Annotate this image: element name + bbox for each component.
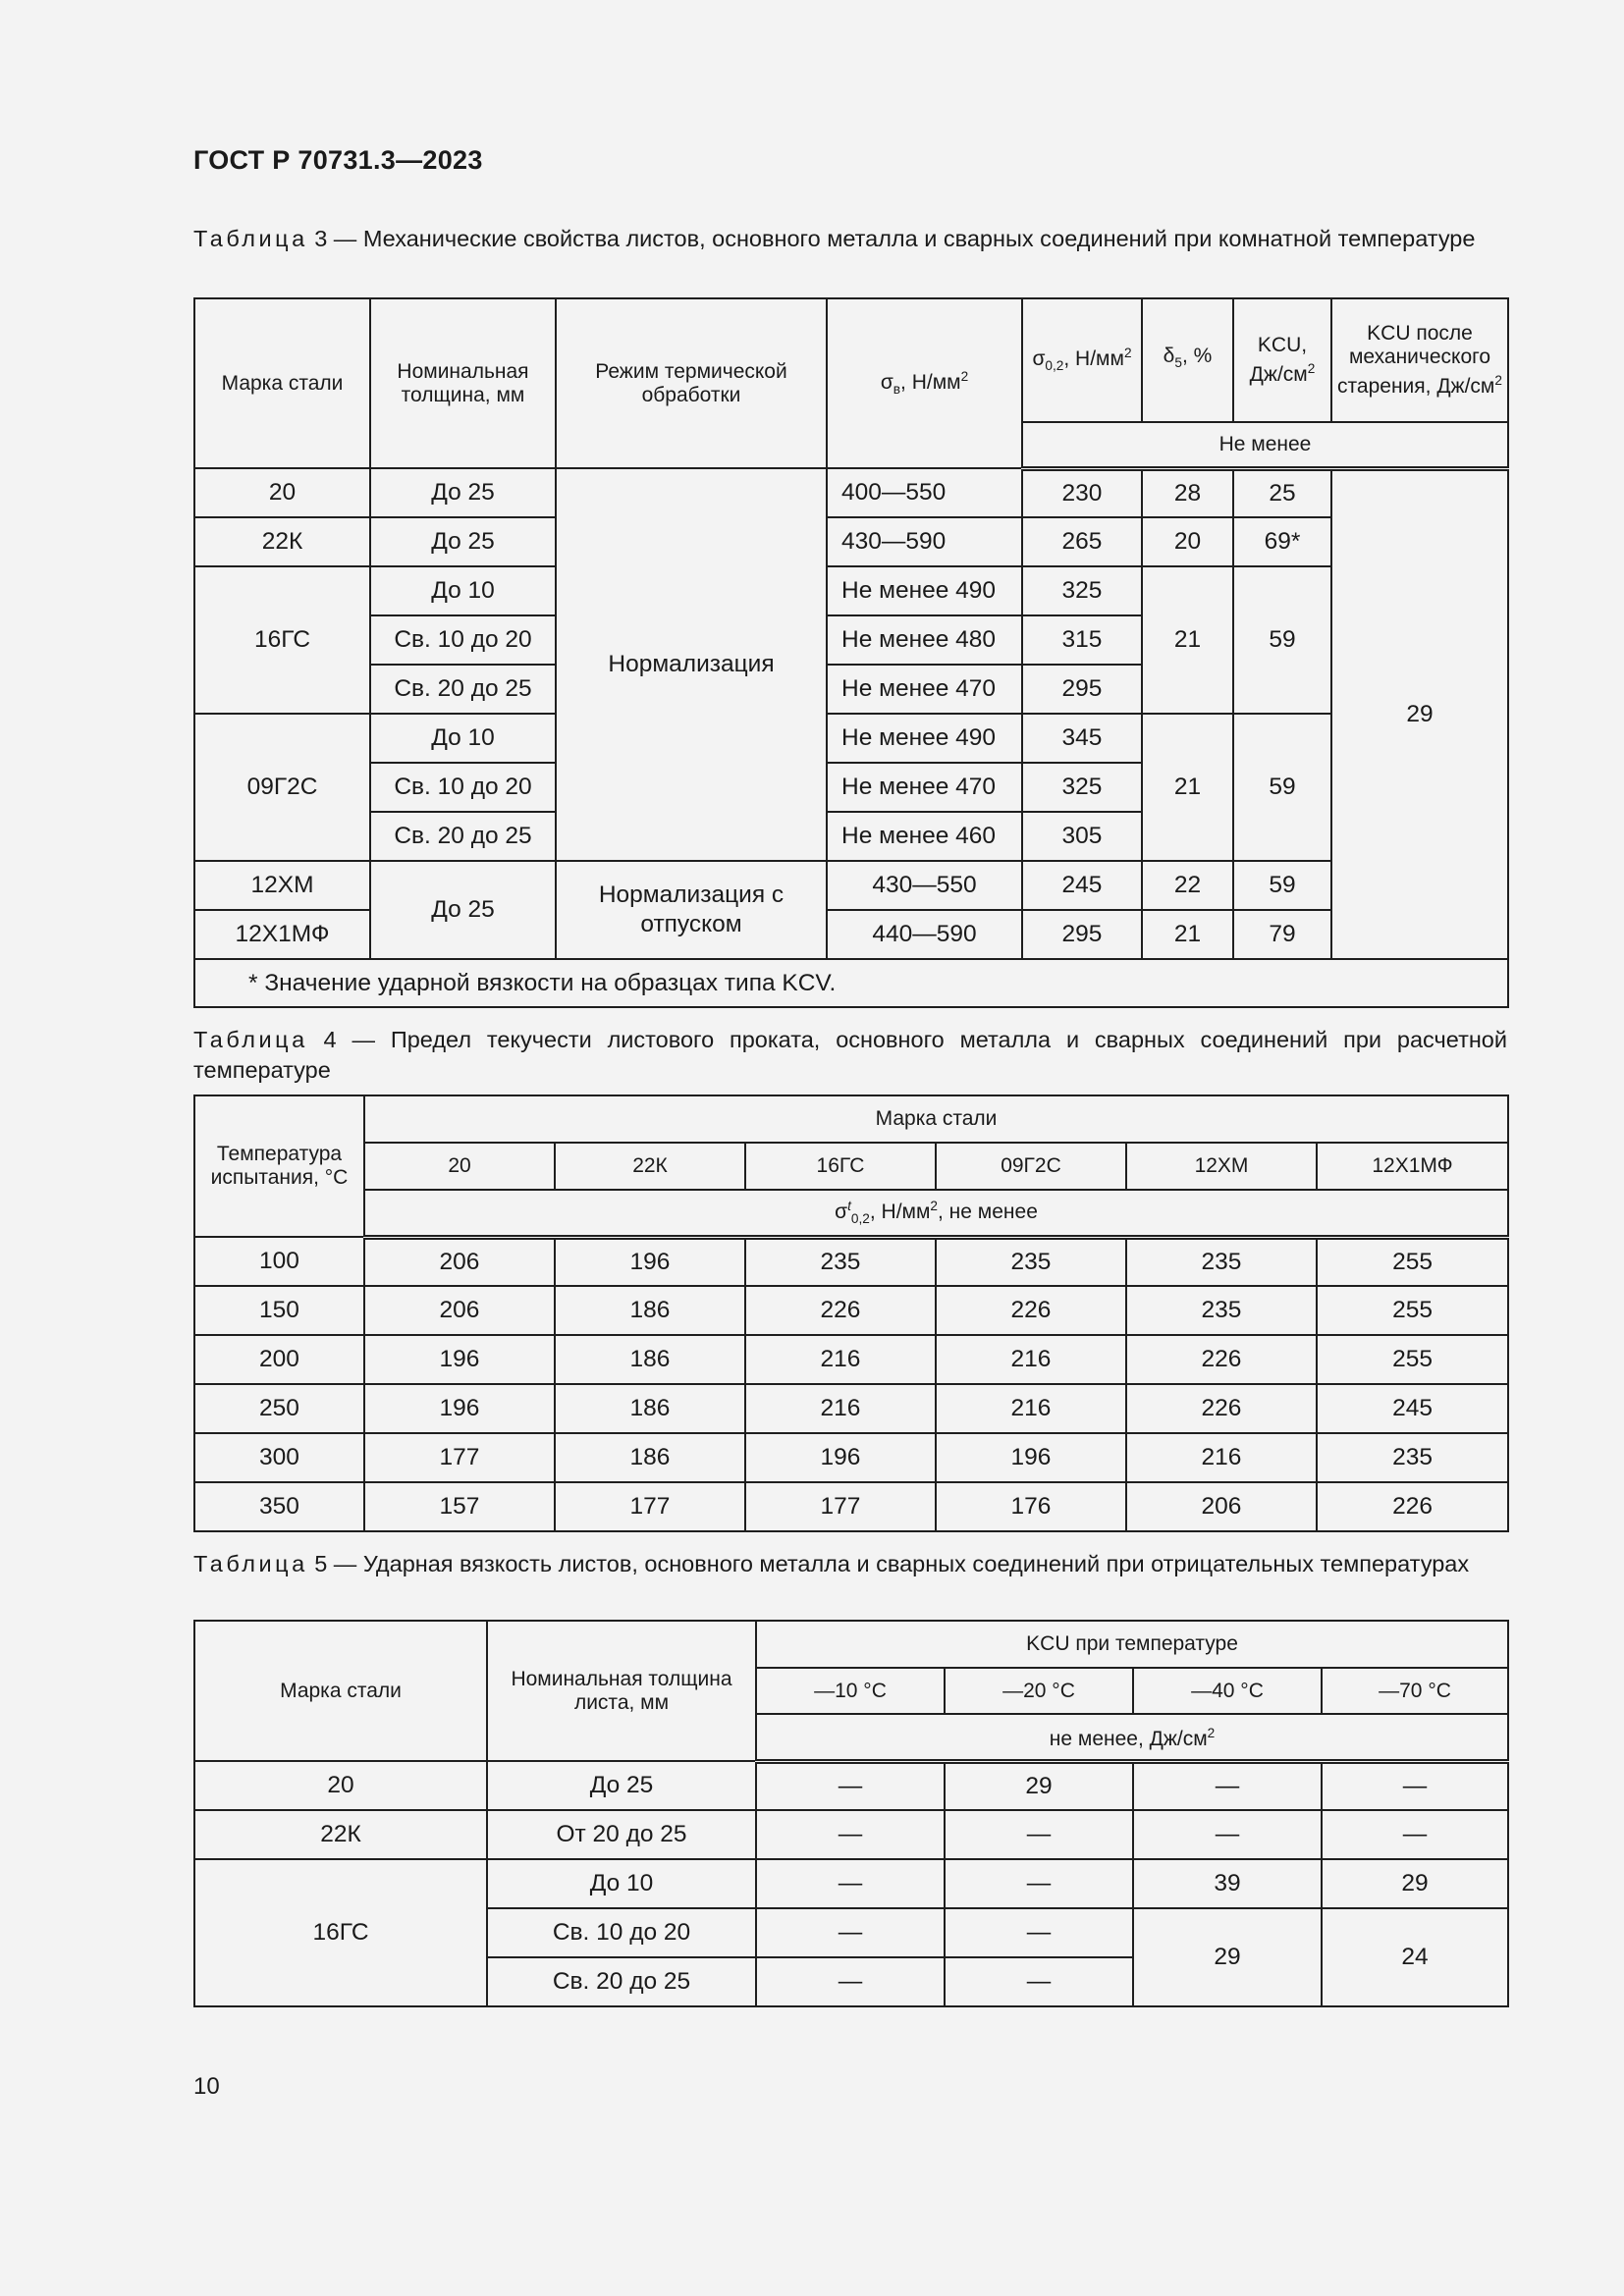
cell: Не менее 470: [827, 763, 1022, 812]
cell: 235: [745, 1237, 936, 1286]
cell: 216: [745, 1335, 936, 1384]
cell: 21: [1142, 714, 1233, 861]
cell: —: [945, 1859, 1133, 1908]
t3-header-kcu: KCU, $Дж/см^2$: [1233, 298, 1331, 422]
cell: 315: [1022, 615, 1142, 665]
cell: —: [945, 1810, 1133, 1859]
table-row: [194, 1810, 1508, 1859]
cell: 186: [555, 1384, 745, 1433]
cell: 235: [1126, 1237, 1317, 1286]
cell: 177: [364, 1433, 555, 1482]
cell: —: [756, 1908, 945, 1957]
cell: 226: [936, 1286, 1126, 1335]
cell: 250: [194, 1384, 364, 1433]
table-footnote-row: [194, 959, 1508, 1007]
cell: Не менее 480: [827, 615, 1022, 665]
t4-header-steel: Марка стали: [364, 1095, 1508, 1143]
cell: 69*: [1233, 517, 1331, 566]
cell: Св. 20 до 25: [487, 1957, 756, 2006]
t5-header-temp-70: —70 °С: [1322, 1668, 1508, 1714]
cell: 186: [555, 1286, 745, 1335]
cell: 345: [1022, 714, 1142, 763]
table-row: [194, 468, 1508, 517]
cell: Св. 10 до 20: [487, 1908, 756, 1957]
table5: [193, 1620, 1509, 2007]
table4: [193, 1095, 1509, 1532]
cell: 255: [1317, 1286, 1508, 1335]
cell: 255: [1317, 1335, 1508, 1384]
cell: 20: [194, 1761, 487, 1810]
cell: —: [1133, 1761, 1322, 1810]
cell: 325: [1022, 763, 1142, 812]
cell: 22: [1142, 861, 1233, 910]
table5-caption: [193, 1549, 1507, 1579]
cell: —: [756, 1810, 945, 1859]
cell: 21: [1142, 566, 1233, 714]
table-row: [194, 1761, 1508, 1810]
cell: 196: [555, 1237, 745, 1286]
cell: От 20 до 25: [487, 1810, 756, 1859]
table-row: [194, 714, 1508, 763]
cell: 59: [1233, 861, 1331, 910]
cell: 196: [364, 1384, 555, 1433]
cell: 39: [1133, 1859, 1322, 1908]
t3-header-sigma-b: $\sigma_в$, $Н/мм^2$: [827, 298, 1022, 468]
cell: 295: [1022, 910, 1142, 959]
t3-mode-normalization-temper: Нормализация с отпуском: [556, 861, 827, 959]
cell: 12ХМ: [194, 861, 370, 910]
cell: 206: [364, 1237, 555, 1286]
cell: 29: [1133, 1908, 1322, 2006]
cell: —: [945, 1957, 1133, 2006]
t4-header-temp: Температура испытания, °С: [194, 1095, 364, 1237]
cell: 16ГС: [194, 1859, 487, 2006]
table-row: [194, 1237, 1508, 1286]
t5-header-temp-40: —40 °С: [1133, 1668, 1322, 1714]
t3-header-kcu-aged: KCU после механического старения, $Дж/см^2$: [1331, 298, 1508, 422]
cell: Не менее 470: [827, 665, 1022, 714]
table3: [193, 297, 1509, 1008]
table3-caption-text: 3 — Механические свойства листов, основного металла и сварных соединений при комнатной температуре: [314, 226, 1476, 251]
table-row: [194, 861, 1508, 910]
t3-header-mode: Режим термической обработки: [556, 298, 827, 468]
cell: —: [945, 1908, 1133, 1957]
t5-header-temp-10: —10 °С: [756, 1668, 945, 1714]
cell: Не менее 460: [827, 812, 1022, 861]
cell: 196: [936, 1433, 1126, 1482]
table-row: [194, 1433, 1508, 1482]
t5-header-thickness: Номинальная толщина листа, мм: [487, 1621, 756, 1761]
t5-header-kcu: KCU при температуре: [756, 1621, 1508, 1668]
cell: 09Г2С: [194, 714, 370, 861]
table-row: [194, 1482, 1508, 1531]
t3-footnote: * Значение ударной вязкости на образцах типа KCV.: [194, 959, 1508, 1007]
table-row: [194, 1384, 1508, 1433]
cell: Св. 10 до 20: [370, 763, 556, 812]
cell: 235: [936, 1237, 1126, 1286]
cell: 16ГС: [194, 566, 370, 714]
cell: 22К: [194, 517, 370, 566]
cell: —: [756, 1957, 945, 2006]
cell: 325: [1022, 566, 1142, 615]
cell: 350: [194, 1482, 364, 1531]
cell: —: [756, 1761, 945, 1810]
t3-header-steel: Марка стали: [194, 298, 370, 468]
cell: 226: [745, 1286, 936, 1335]
cell: До 25: [370, 861, 556, 959]
t5-header-unit: не менее, $Дж/см^2$: [756, 1714, 1508, 1761]
cell: 216: [1126, 1433, 1317, 1482]
cell: До 10: [487, 1859, 756, 1908]
cell: До 10: [370, 714, 556, 763]
table-row: [194, 566, 1508, 615]
table3-caption: [193, 224, 1507, 254]
cell: 216: [936, 1335, 1126, 1384]
cell: 295: [1022, 665, 1142, 714]
table-row: [194, 1286, 1508, 1335]
t4-header-steel-16gs: 16ГС: [745, 1143, 936, 1190]
t3-header-min: Не менее: [1022, 422, 1508, 468]
t3-header-thickness: Номинальная толщина, мм: [370, 298, 556, 468]
table-row: [194, 517, 1508, 566]
cell: 59: [1233, 566, 1331, 714]
table4-caption-text: 4 — Предел текучести листового проката, основного металла и сварных соединений при расчетной температуре: [193, 1027, 1508, 1083]
t3-header-sigma02: $\sigma_{0,2}$, $Н/мм^2$: [1022, 298, 1142, 422]
cell: —: [756, 1859, 945, 1908]
cell: 59: [1233, 714, 1331, 861]
cell: 157: [364, 1482, 555, 1531]
table5-caption-text: 5 — Ударная вязкость листов, основного металла и сварных соединений при отрицательных температурах: [314, 1551, 1470, 1576]
t4-header-unit: $\sigma^t_{0,2}$, $Н/мм^2$, не менее: [364, 1190, 1508, 1237]
cell: —: [1322, 1761, 1508, 1810]
cell: 100: [194, 1237, 364, 1286]
cell: До 10: [370, 566, 556, 615]
cell: 265: [1022, 517, 1142, 566]
cell: Св. 10 до 20: [370, 615, 556, 665]
t4-header-steel-20: 20: [364, 1143, 555, 1190]
cell: Не менее 490: [827, 714, 1022, 763]
cell: 177: [555, 1482, 745, 1531]
table3-caption-label: Таблица: [193, 226, 308, 251]
cell: 29: [1322, 1859, 1508, 1908]
table5-caption-label: Таблица: [193, 1551, 308, 1576]
page-number: 10: [193, 2073, 220, 2100]
cell: 200: [194, 1335, 364, 1384]
cell: До 25: [370, 517, 556, 566]
t4-header-steel-12hm: 12ХМ: [1126, 1143, 1317, 1190]
cell: 235: [1317, 1433, 1508, 1482]
table4-caption-label: Таблица: [193, 1027, 308, 1052]
cell: 150: [194, 1286, 364, 1335]
cell: 206: [1126, 1482, 1317, 1531]
cell: 186: [555, 1433, 745, 1482]
cell: 226: [1126, 1335, 1317, 1384]
cell: 206: [364, 1286, 555, 1335]
cell: 440—590: [827, 910, 1022, 959]
cell: 176: [936, 1482, 1126, 1531]
cell: 20: [194, 468, 370, 517]
cell: 22К: [194, 1810, 487, 1859]
cell: 216: [745, 1384, 936, 1433]
cell: До 25: [370, 468, 556, 517]
cell: 305: [1022, 812, 1142, 861]
cell: —: [1322, 1810, 1508, 1859]
cell: 400—550: [827, 468, 1022, 517]
cell: 196: [745, 1433, 936, 1482]
cell: 430—590: [827, 517, 1022, 566]
cell: 300: [194, 1433, 364, 1482]
cell: 226: [1317, 1482, 1508, 1531]
cell: 230: [1022, 468, 1142, 517]
cell: 21: [1142, 910, 1233, 959]
t4-header-steel-09g2s: 09Г2С: [936, 1143, 1126, 1190]
cell: Св. 20 до 25: [370, 812, 556, 861]
cell: 79: [1233, 910, 1331, 959]
table4-caption: [193, 1025, 1507, 1086]
t4-header-steel-12h1mf: 12Х1МФ: [1317, 1143, 1508, 1190]
cell: 28: [1142, 468, 1233, 517]
cell: 20: [1142, 517, 1233, 566]
cell: 177: [745, 1482, 936, 1531]
t5-header-steel: Марка стали: [194, 1621, 487, 1761]
t3-header-delta5: $\delta_5$, %: [1142, 298, 1233, 422]
t3-kcu-aged-value: 29: [1331, 468, 1508, 959]
cell: 25: [1233, 468, 1331, 517]
cell: 245: [1317, 1384, 1508, 1433]
cell: Св. 20 до 25: [370, 665, 556, 714]
t4-header-steel-22k: 22К: [555, 1143, 745, 1190]
cell: Не менее 490: [827, 566, 1022, 615]
cell: —: [1133, 1810, 1322, 1859]
cell: До 25: [487, 1761, 756, 1810]
cell: 24: [1322, 1908, 1508, 2006]
cell: 430—550: [827, 861, 1022, 910]
cell: 255: [1317, 1237, 1508, 1286]
t3-mode-normalization: Нормализация: [556, 468, 827, 861]
cell: 196: [364, 1335, 555, 1384]
table-row: [194, 1335, 1508, 1384]
cell: 29: [945, 1761, 1133, 1810]
cell: 12Х1МФ: [194, 910, 370, 959]
cell: 245: [1022, 861, 1142, 910]
table-row: [194, 1859, 1508, 1908]
cell: 235: [1126, 1286, 1317, 1335]
cell: 186: [555, 1335, 745, 1384]
t5-header-temp-20: —20 °С: [945, 1668, 1133, 1714]
cell: 226: [1126, 1384, 1317, 1433]
document-code: ГОСТ Р 70731.3—2023: [193, 145, 483, 175]
cell: 216: [936, 1384, 1126, 1433]
